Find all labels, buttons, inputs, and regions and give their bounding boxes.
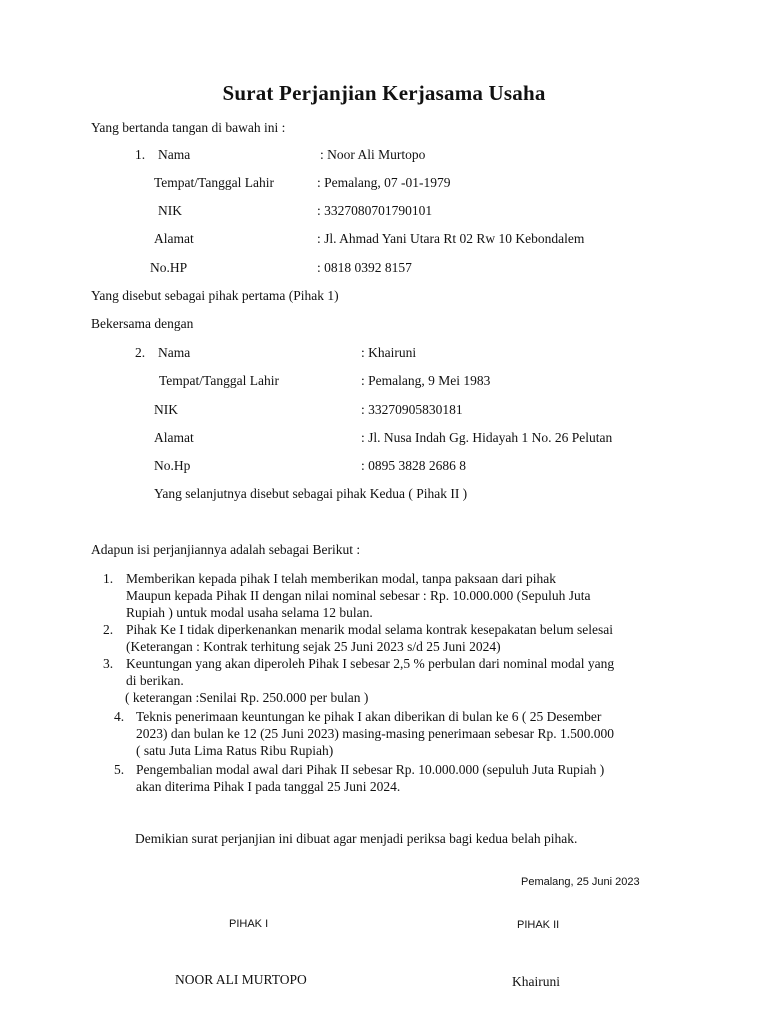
clause-number: 5. — [114, 762, 125, 777]
party2-note: Yang selanjutnya disebut sebagai pihak Kedua ( Pihak II ) — [154, 486, 468, 501]
pihak1-name: NOOR ALI MURTOPO — [175, 972, 307, 987]
closing-text: Demikian surat perjanjian ini dibuat agar menjadi periksa bagi kedua belah pihak. — [135, 831, 578, 846]
clause-line: (Keterangan : Kontrak terhitung sejak 25 Juni 2023 s/d 25 Juni 2024) — [126, 638, 501, 654]
party1-birth-label: Tempat/Tanggal Lahir — [154, 175, 274, 190]
clause-1 — [103, 571, 679, 622]
party2-phone-label: No.Hp — [154, 458, 191, 473]
party1-name-value: : Noor Ali Murtopo — [320, 147, 426, 162]
clause-line: ( satu Juta Lima Ratus Ribu Rupiah) — [136, 742, 334, 758]
pihak2-name: Khairuni — [512, 974, 560, 989]
clause-2 — [103, 622, 679, 656]
clause-3 — [103, 656, 679, 707]
clause-line: Rupiah ) untuk modal usaha selama 12 bulan. — [126, 604, 373, 620]
clause-number: 3. — [103, 656, 114, 671]
clause-4 — [114, 709, 679, 760]
clause-number: 2. — [103, 622, 114, 637]
party1-address-label: Alamat — [154, 231, 194, 246]
clause-number: 4. — [114, 709, 125, 724]
party1-phone-value: : 0818 0392 8157 — [317, 260, 412, 275]
party1-nik-label: NIK — [158, 203, 182, 218]
party1-phone-label: No.HP — [150, 260, 188, 275]
clause-number: 1. — [103, 571, 114, 586]
clause-3-note: ( keterangan :Senilai Rp. 250.000 per bulan ) — [125, 690, 369, 705]
clause-5 — [114, 762, 679, 796]
party2-nik-value: : 33270905830181 — [361, 402, 463, 417]
party2-name-value: : Khairuni — [361, 345, 417, 360]
party1-address-value: : Jl. Ahmad Yani Utara Rt 02 Rw 10 Kebondalem — [317, 231, 585, 246]
clause-line: Pengembalian modal awal dari Pihak II sebesar Rp. 10.000.000 (sepuluh Juta Rupiah ) — [136, 762, 605, 777]
place-date: Pemalang, 25 Juni 2023 — [521, 876, 640, 888]
document-title: Surat Perjanjian Kerjasama Usaha — [222, 81, 546, 105]
intro-text: Yang bertanda tangan di bawah ini : — [91, 120, 286, 135]
party2-address-label: Alamat — [154, 430, 194, 445]
party2-nik-label: NIK — [154, 402, 178, 417]
clause-line: Memberikan kepada pihak I telah memberikan modal, tanpa paksaan dari pihak — [126, 571, 556, 586]
party1-nik-value: : 3327080701790101 — [317, 203, 433, 218]
party1-name-label: Nama — [158, 147, 191, 162]
clause-line: 2023) dan bulan ke 12 (25 Juni 2023) masing-masing penerimaan sebesar Rp. 1.500.000 — [136, 725, 615, 741]
clause-line: Maupun kepada Pihak II dengan nilai nominal sebesar : Rp. 10.000.000 (Sepuluh Juta — [126, 587, 591, 603]
clause-line: akan diterima Pihak I pada tanggal 25 Juni 2024. — [136, 778, 401, 794]
party1-number: 1. — [135, 147, 146, 162]
clause-line: Teknis penerimaan keuntungan ke pihak I akan diberikan di bulan ke 6 ( 25 Desember — [136, 709, 602, 724]
clause-line: Pihak Ke I tidak diperkenankan menarik modal selama kontrak kesepakatan belum selesai — [126, 622, 613, 637]
together-text: Bekersama dengan — [91, 316, 194, 331]
pihak2-label: PIHAK II — [517, 919, 560, 931]
clause-line: di berikan. — [126, 672, 184, 688]
party2-birth-value: : Pemalang, 9 Mei 1983 — [361, 373, 491, 388]
contents-intro: Adapun isi perjanjiannya adalah sebagai Berikut : — [91, 542, 361, 557]
party2-number: 2. — [135, 345, 146, 360]
party1-birth-value: : Pemalang, 07 -01-1979 — [317, 175, 451, 190]
party2-name-label: Nama — [158, 345, 191, 360]
party2-birth-label: Tempat/Tanggal Lahir — [159, 373, 279, 388]
party1-note: Yang disebut sebagai pihak pertama (Pihak 1) — [91, 288, 339, 303]
party2-phone-value: : 0895 3828 2686 8 — [361, 458, 467, 473]
pihak1-label: PIHAK I — [229, 918, 269, 930]
party2-address-value: : Jl. Nusa Indah Gg. Hidayah 1 No. 26 Pelutan — [361, 430, 613, 445]
clause-line: Keuntungan yang akan diperoleh Pihak I sebesar 2,5 % perbulan dari nominal modal yang — [126, 656, 615, 671]
